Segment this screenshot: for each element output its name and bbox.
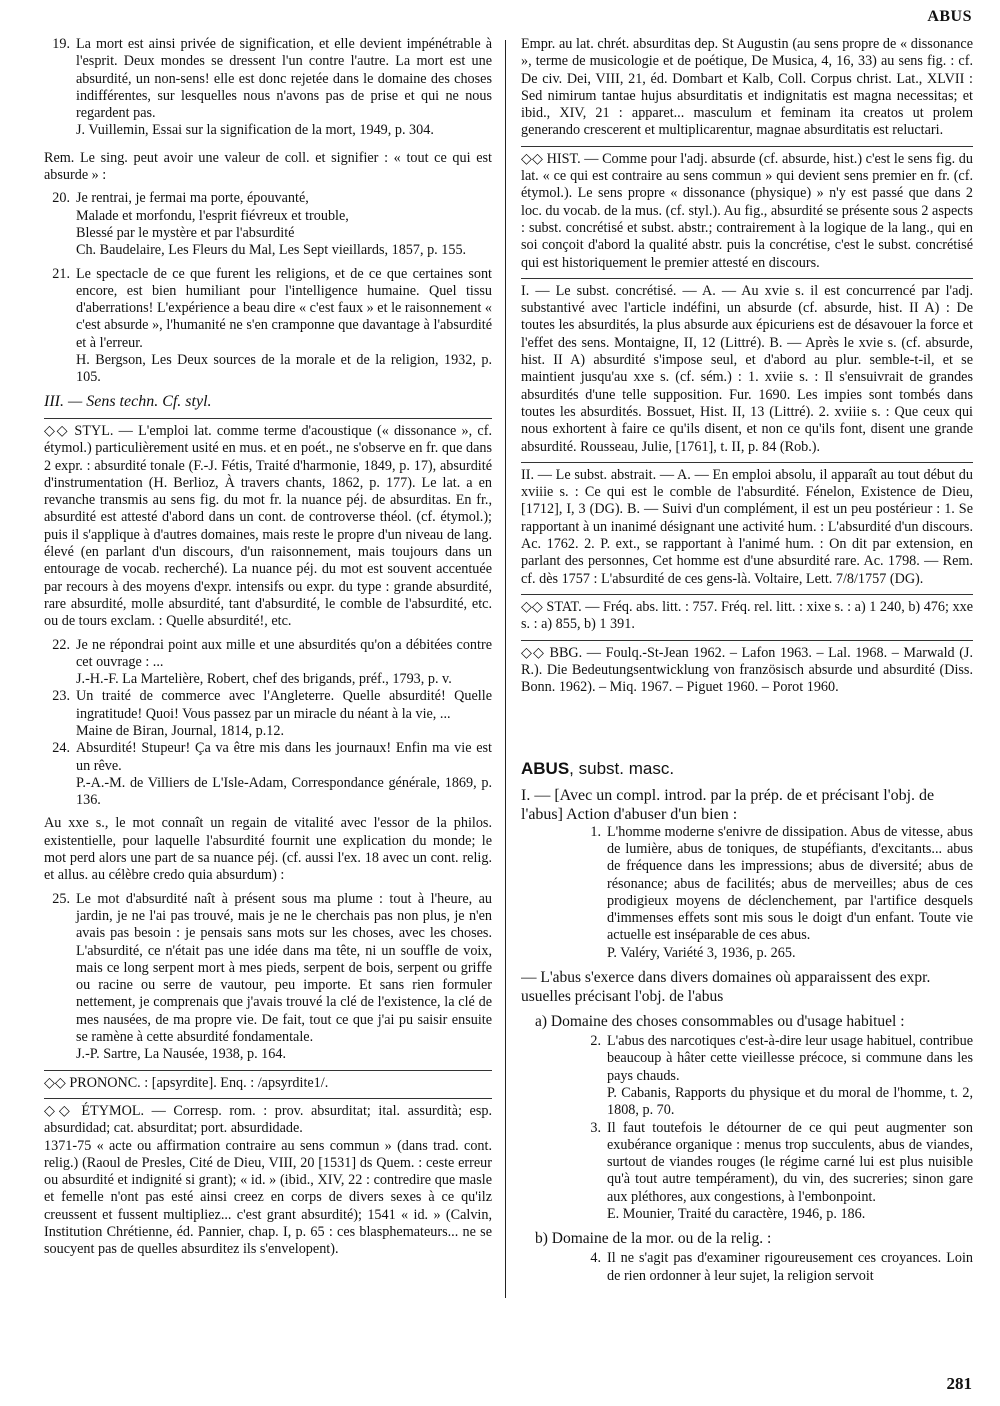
example-number: 21. (52, 265, 70, 282)
example-source: Maine de Biran, Journal, 1814, p.12. (76, 722, 285, 739)
example-24 (44, 740, 492, 809)
remark: Rem. Le sing. peut avoir une valeur de coll. et signifier : « tout ce qui est absurde » : (44, 149, 492, 184)
example-number: 23. (52, 688, 70, 705)
example-number: 4. (590, 1250, 601, 1267)
example-text: Il faut toutefois le détourner de ce qui peut augmenter son exubérance organique : menus trop succulents, abus de viandes, surtout de viandes rouges (le régime carné lui est plus nuisible qu'à tout autre tempérament), du vin, des sucreries; sinon gare aux pléthores, aux congestions, à l'embonpoint. (607, 1119, 973, 1205)
verse-line: Blessé par le mystère et par l'absurdité (76, 224, 295, 241)
concret-paragraph: I. — Le subst. concrétisé. — A. — Au xvie s. il est concurrencé par l'adj. substantivé avec l'article indéfini, un absurde (cf. absurde, hist. II A) : De toutes les absurdités, la plus absurde aux épicuriens est de désavouer la force et l'effet des sens. Montaigne, II, 12 (Littré). B. — Après le xvie s. (cf. absurde, hist. II A) absurdité s'impose seul, et d'abord au plur. semble-t-il, et se maintient jusqu'au xxe s. (cf. sém.) : 1. xviie s. : Il s'ensuivrait de grandes absurdités d'une telle supposition. Fur. 1690. Les impies sont tombés dans toutes les absurdités. Bossuet, Hist. II, 13 (Littré). 2. xviiie s. : Que ceux qui nous exhortent à faire ce qu'ils disent, et non ce qu'ils font, disent une grande absurdité. Rousseau, Julie, [1761], t. II, p. 84 (Rob.). (521, 282, 973, 455)
subsection-b: b) Domaine de la mor. ou de la relig. : (535, 1230, 772, 1248)
example-number: 22. (52, 636, 70, 653)
entry-headword: ABUS (521, 759, 570, 779)
example-number: 2. (590, 1033, 601, 1050)
example-21 (44, 266, 492, 387)
abus-example-2 (521, 1033, 973, 1119)
subsection-a: a) Domaine des choses consommables ou d'usage habituel : (535, 1013, 905, 1031)
example-number: 24. (52, 740, 70, 757)
example-source: J.-P. Sartre, La Nausée, 1938, p. 164. (76, 1046, 287, 1063)
example-text: Absurdité! Stupeur! Ça va être mis dans les journaux! Enfin ma vie est un rêve. (76, 740, 492, 774)
section-rule (521, 594, 973, 595)
example-source: Ch. Baudelaire, Les Fleurs du Mal, Les Sept vieillards, 1857, p. 155. (76, 242, 467, 259)
right-column (521, 36, 973, 1366)
example-text: Je ne répondrai point aux mille et une absurdités qu'on a débitées contre cet ouvrage : ... (76, 636, 492, 670)
example-text: Le mot d'absurdité naît à présent sous ma plume : tout à l'heure, au jardin, je ne l'ai pas trouvé, mais je ne le cherchais pas non plus, je n'en avais pas besoin : je pensais sans mots sur les choses, avec les choses. L'absurdité, ce n'était pas une idée dans ma tête, ni un souffle de voix, mais ce long serpent mort à mes pieds, serpent de bois, serpent ou griffe ou racine ou serre de vautour, peu importe. Et sans rien formuler nettement, je comprenais que j'avais trouvé la clé de l'existence, la clé de mes nausées, de ma propre vie. De fait, tout ce que j'ai pu saisir ensuite se ramène à cette absurdité fondamentale. (76, 890, 492, 1046)
abus-example-4 (521, 1250, 973, 1285)
section-rule (44, 1070, 492, 1071)
example-number: 3. (590, 1119, 601, 1136)
example-text: Un traité de commerce avec l'Angleterre. Quelle absurdité! Quelle ingratitude! Quoi! Vous passez par un miracle du néant à la vie, ... (76, 688, 492, 722)
verse-line: Malade et morfondu, l'esprit fiévreux et trouble, (76, 207, 349, 224)
example-source: E. Mounier, Traité du caractère, 1946, p. 186. (607, 1206, 866, 1223)
section-rule (521, 462, 973, 463)
abstrait-paragraph: II. — Le subst. abstrait. — A. — En emploi absolu, il apparaît au tout début du xviiie s. : Ce qui est le comble de l'absurdité. Fénelon, Existence de Dieu, [1712], I, 3 (DG). B. — Suivi d'un complément, il est un peu postérieur : 1. Se rapportant à un inanimé désignant une activité hum. : L'absurdité d'un discours. Ac. 1762. 2. P. ext., se rapportant à l'animé hum. : On dit par extension, en parlant des personnes, Cet homme est d'une absurdité rare. Ac. 1798. — Rem. cf. dès 1757 : L'absurdité de ces gens-là. Voltaire, Lett. 7/8/1757 (DG). (521, 466, 973, 587)
example-22 (44, 637, 492, 689)
example-number: 1. (590, 823, 601, 840)
example-25 (44, 891, 492, 1064)
section-rule (44, 418, 492, 419)
section-heading-iii: III. — Sens techn. Cf. styl. (44, 392, 212, 410)
domaines-paragraph: — L'abus s'exerce dans divers domaines où apparaissent des expr. usuelles précisant l'obj. de l'abus (521, 969, 931, 1006)
example-20 (44, 190, 492, 259)
section-rule (521, 278, 973, 279)
prononc-paragraph: ◇◇ PRONONC. : [apsyrdite]. Enq. : /apsyrdite1/. (44, 1074, 329, 1091)
example-text: Le spectacle de ce que furent les religions, et de ce que certaines sont encore, est bien humiliant pour l'intelligence humaine. Quel tissu d'aberrations! L'expérience a beau dire « c'est faux » et le raisonnement « c'est absurde », l'humanité ne s'en cramponne que davantage à l'absurdité et à l'erreur. (76, 265, 492, 351)
bbg-paragraph: ◇◇ BBG. — Foulq.-St-Jean 1962. – Lafon 1963. – Lal. 1968. – Marwald (J. R.). Die Bedeutungsentwicklung von französisch absurde und absurdité (Diss. Bonn. 1962). – Miq. 1967. – Piguet 1960. – Porot 1960. (521, 644, 973, 696)
example-source: P. Cabanis, Rapports du physique et du moral de l'homme, t. 2, 1808, p. 70. (607, 1084, 973, 1119)
example-source: J. Vuillemin, Essai sur la signification de la mort, 1949, p. 304. (76, 122, 434, 139)
hist-paragraph: ◇◇ HIST. — Comme pour l'adj. absurde (cf. absurde, hist.) c'est le sens fig. du lat. « ce qui est contraire au sens commun » qui devient sens premier en fr. (cf. étymol.). Le sens propre « dissonance (physique) » n'y est passé que dans 2 loc. du vocab. de la mus. (cf. styl.). Au fig., absurdité se présente sous 2 aspects : subst. concrétisé et subst. abstr.; contrairement à la logique de la lang., qui en soi conçoit d'abord la qualité abstr. puis la concrétise, c'est le subst. concrétisé qui est historiquement le premier attesté en discours. (521, 150, 973, 271)
empr-paragraph: Empr. au lat. chrét. absurditas dep. St Augustin (au sens propre de « dissonance », terme de musicologie et de poétique, De Musica, 4, 16, 33) au sens fig. : cf. De civ. Dei, VIII, 21, éd. Dombart et Kalb, Coll. Corpus christ. Lat., XLVII : Sed nimirum tantae hujus absurditatis et indignitatis est magna necessitas; et ibid., XIV, 21 : apparet... masculum et feminam ita creatos ut prolem generando crescerent et multiplicarentur, magnae absurditatis est reluctari. (521, 36, 973, 139)
stat-paragraph: ◇◇ STAT. — Fréq. abs. litt. : 757. Fréq. rel. litt. : xixe s. : a) 1 240, b) 476; xxe s. : a) 855, b) 1 391. (521, 598, 973, 633)
etymol-paragraph-1: ◇◇ ÉTYMOL. — Corresp. rom. : prov. absurditat; ital. assurdità; esp. absurdidad; cat. absurditat; port. absurdidade. (44, 1102, 492, 1137)
section-rule (44, 1098, 492, 1099)
running-head: ABUS (927, 8, 972, 25)
example-number: 19. (52, 36, 70, 52)
example-source: H. Bergson, Les Deux sources de la morale et de la religion, 1932, p. 105. (76, 352, 492, 386)
section-rule (521, 640, 973, 641)
definition-text: I. — [Avec un compl. introd. par la prép. de et précisant l'obj. de l'abus] Action d'abuser d'un bien : (521, 786, 935, 823)
example-number: 25. (52, 890, 70, 907)
example-19 (44, 36, 492, 140)
example-text: L'abus des narcotiques c'est-à-dire leur usage habituel, contribue beaucoup à hâter cette vieillesse précoce, si commune dans les pays chauds. (607, 1033, 973, 1084)
verse-line: Je rentrai, je fermai ma porte, épouvanté, (76, 190, 309, 207)
xxe-paragraph: Au xxe s., le mot connaît un regain de vitalité avec l'essor de la philos. existentielle, pour laquelle l'absurdité fournit une explication du monde; le mot perd alors une part de sa nuance péj. (cf. aussi l'ex. 18 avec un cont. relig. et allus. au célèbre credo quia absurdum) : (44, 815, 492, 884)
etymol-paragraph-2: 1371-75 « acte ou affirmation contraire au sens commun » (dans trad. cont. relig.) (Raoul de Presles, Cité de Dieu, VIII, 20 [1531] ds Quem. : ceste erreur ou absurdité et indignité si grant); « id. » (ibid., XIV, 22 : contredire que masle et femelle n'ont pas esté ainsi creez en corps de divers sexes à ce qu'ilz creussent et fussent multipliez... c'est grant absurdité); 1541 « id. » (Calvin, Institution Chrétienne, éd. Pannier, chap. I, p. 65 : ces blasphemateurs... ne se soucyent pas de quelles absurditez ils s'envelopent). (44, 1137, 492, 1258)
abus-example-3 (521, 1120, 973, 1224)
example-source: P. Valéry, Variété 3, 1936, p. 265. (607, 944, 796, 961)
column-divider (505, 40, 506, 1298)
page-number: 281 (946, 1373, 972, 1393)
example-23 (44, 688, 492, 740)
example-text: La mort est ainsi privée de signification, et elle devient impénétrable à l'esprit. Deux mondes se dressent l'un contre l'autre. La mort est une absurdité, un non-sens! elle est donc rejetée dans le domaine des choses indifférentes, sur lesquelles nous n'avons pas de prise et qui ne nous regardent pas. (76, 36, 492, 122)
example-number: 20. (52, 190, 70, 207)
example-source: J.-H.-F. La Martelière, Robert, chef des brigands, préf., 1793, p. v. (76, 671, 452, 688)
example-source: P.-A.-M. de Villiers de L'Isle-Adam, Correspondance générale, 1869, p. 136. (76, 774, 492, 809)
entry-pos: subst. masc. (578, 759, 675, 779)
abus-example-1 (521, 824, 973, 962)
example-text: Il ne s'agit pas d'examiner rigoureusement ces croyances. Loin de rien ordonner à leur sujet, la religion servoit (607, 1250, 973, 1284)
entry-heading: ABUS, subst. masc. (521, 759, 675, 779)
example-text: L'homme moderne s'enivre de dissipation. Abus de vitesse, abus de lumière, abus de toniques, de stupéfiants, d'excitants... abus de fréquence dans les impressions; abus de diversité; abus de résonance; abus de facilités; abus de merveilles; abus de ces prodigieux moyens de déclenchement, par l'artifice desquels d'immenses effets sont mis sous le doigt d'un enfant. Toute vie actuelle est inséparable de ces abus. (607, 823, 973, 944)
entry-definition-i (521, 786, 973, 824)
left-column (44, 36, 492, 1366)
section-rule (521, 146, 973, 147)
styl-paragraph: ◇◇ STYL. — L'emploi lat. comme terme d'acoustique (« dissonance », cf. étymol.) particulièrement usité en mus. et en poét., ne s'observe en fr. que dans 2 expr. : absurdité tonale (F.-J. Fétis, Traité d'harmonie, 1849, p. 17), absurdité d'instrumentation (H. Berlioz, À travers chants, 1862, p. 177). Le lat. a en revanche transmis au sens fig. du mot fr. la nuance péj. de absurditas. En fr., absurdité est attesté d'abord dans un cont. de controverse théol. (cf. étymol.); puis il s'applique à d'autres domaines, mais reste le propre d'un niveau de lang. élevé (en parlant d'un discours, d'un raisonnement, mais toujours dans un entourage de vocab. recherché). La nuance péj. du mot est souvent accentuée par recours à des moyens d'expr. intensifs ou expr. du type : grande absurdité, rare absurdité, molle absurdité, tant d'absurdité, le comble de l'absurdité, etc. ou de tours exclam. : Quelle absurdité!, etc. (44, 422, 492, 630)
